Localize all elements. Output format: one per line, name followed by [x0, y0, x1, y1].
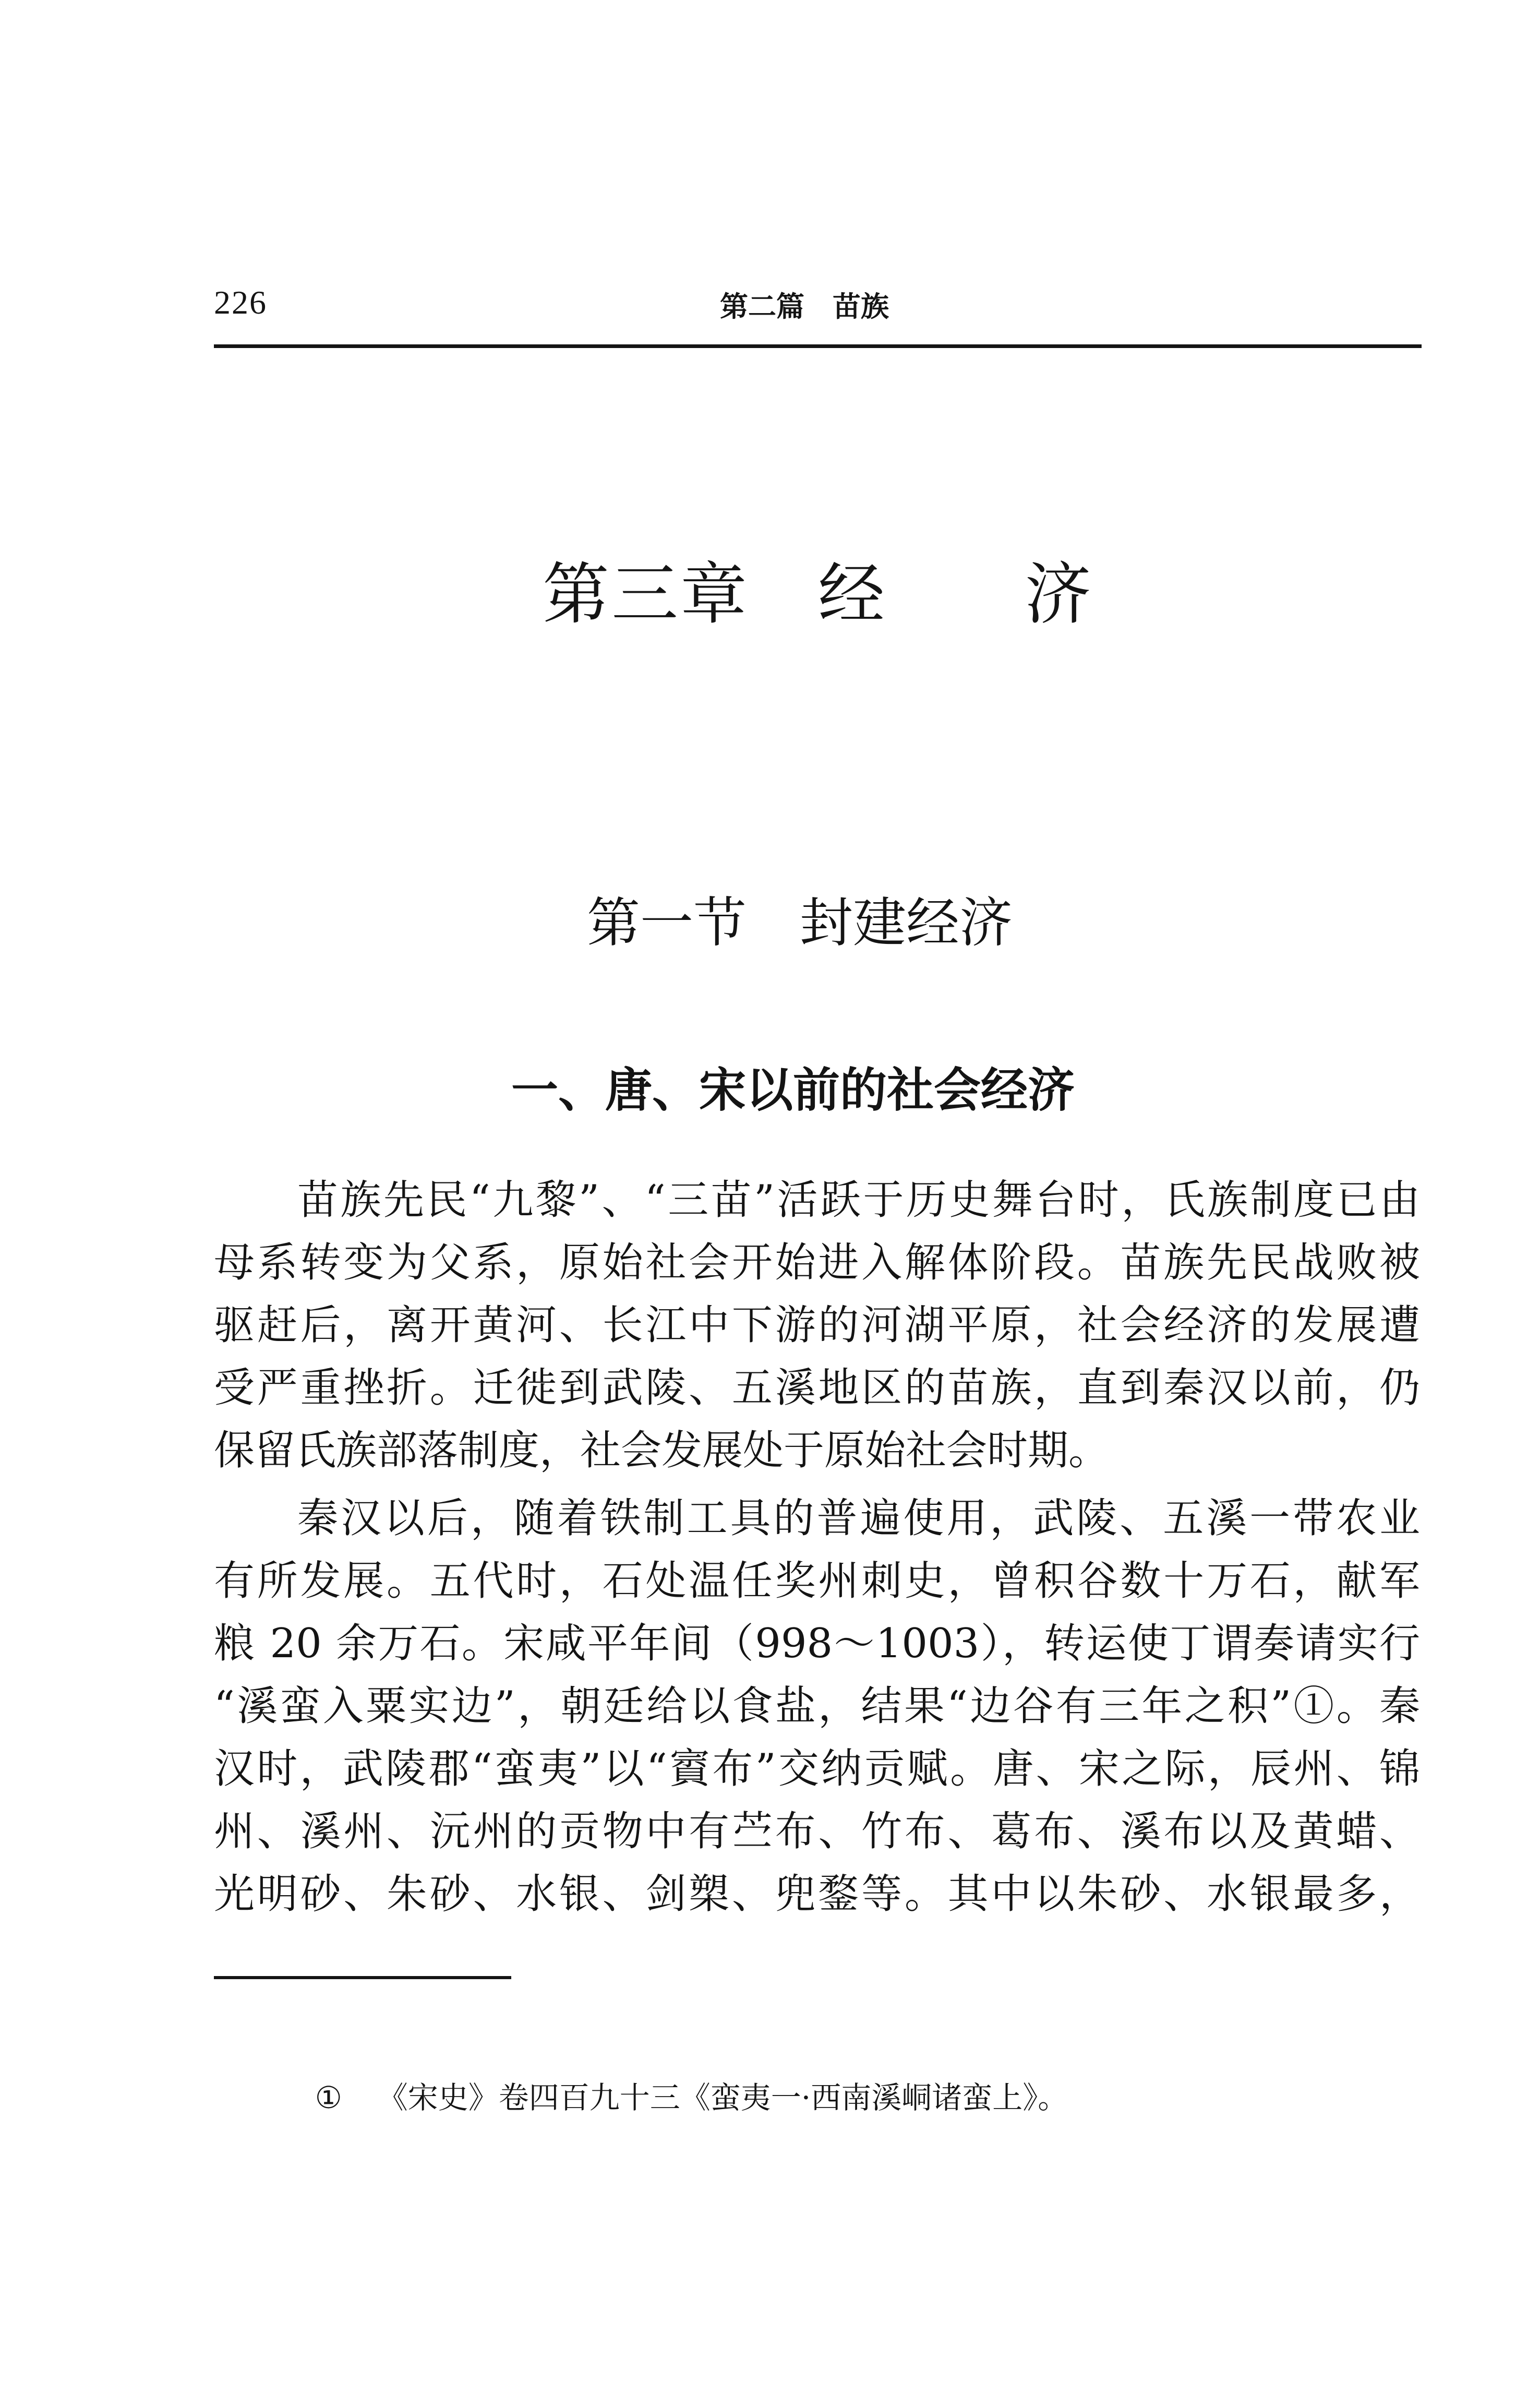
running-title: 第二篇 苗族 [720, 290, 889, 323]
footnote-rule [214, 1976, 511, 1979]
paragraph-line: 有所发展。五代时，石处温任奖州刺史，曾积谷数十万石，献军 [214, 1558, 1420, 1605]
paragraph-line: 粮 20 余万石。宋咸平年间（998～1003），转运使丁谓奏请实行 [214, 1620, 1420, 1667]
paragraph-line: 母系转变为父系，原始社会开始进入解体阶段。苗族先民战败被 [214, 1239, 1420, 1286]
chapter-title: 第三章 经 济 [543, 556, 1094, 633]
paragraph-line: “溪蛮入粟实边”，朝廷给以食盐，结果“边谷有三年之积”①。秦 [214, 1683, 1420, 1730]
footnote-text: 《宋史》卷四百九十三《蛮夷一·西南溪峒诸蛮上》。 [377, 2080, 1068, 2115]
running-header [214, 277, 1419, 329]
paragraph-line: 秦汉以后，随着铁制工具的普遍使用，武陵、五溪一带农业 [297, 1495, 1420, 1542]
paragraph-line: 保留氏族部落制度，社会发展处于原始社会时期。 [214, 1427, 1110, 1474]
footnote [276, 2019, 1068, 2176]
paragraph-line: 光明砂、朱砂、水银、剑槊、兜鍪等。其中以朱砂、水银最多， [214, 1871, 1420, 1918]
section-title: 第一节 封建经济 [587, 892, 1013, 954]
footnote-mark: ① [315, 2080, 342, 2115]
paragraph-line: 驱赶后，离开黄河、长江中下游的河湖平原，社会经济的发展遭 [214, 1302, 1420, 1349]
subsection-title: 一、唐、宋以前的社会经济 [511, 1063, 1075, 1118]
paragraph-line: 受严重挫折。迁徙到武陵、五溪地区的苗族，直到秦汉以前，仍 [214, 1364, 1420, 1411]
header-rule [214, 344, 1422, 348]
paragraph-line: 汉时，武陵郡“蛮夷”以“賨布”交纳贡赋。唐、宋之际，辰州、锦 [214, 1745, 1420, 1792]
page-number: 226 [214, 284, 267, 321]
paragraph-line: 苗族先民“九黎”、“三苗”活跃于历史舞台时，氏族制度已由 [297, 1177, 1420, 1224]
paragraph-line: 州、溪州、沅州的贡物中有苎布、竹布、葛布、溪布以及黄蜡、 [214, 1808, 1420, 1855]
